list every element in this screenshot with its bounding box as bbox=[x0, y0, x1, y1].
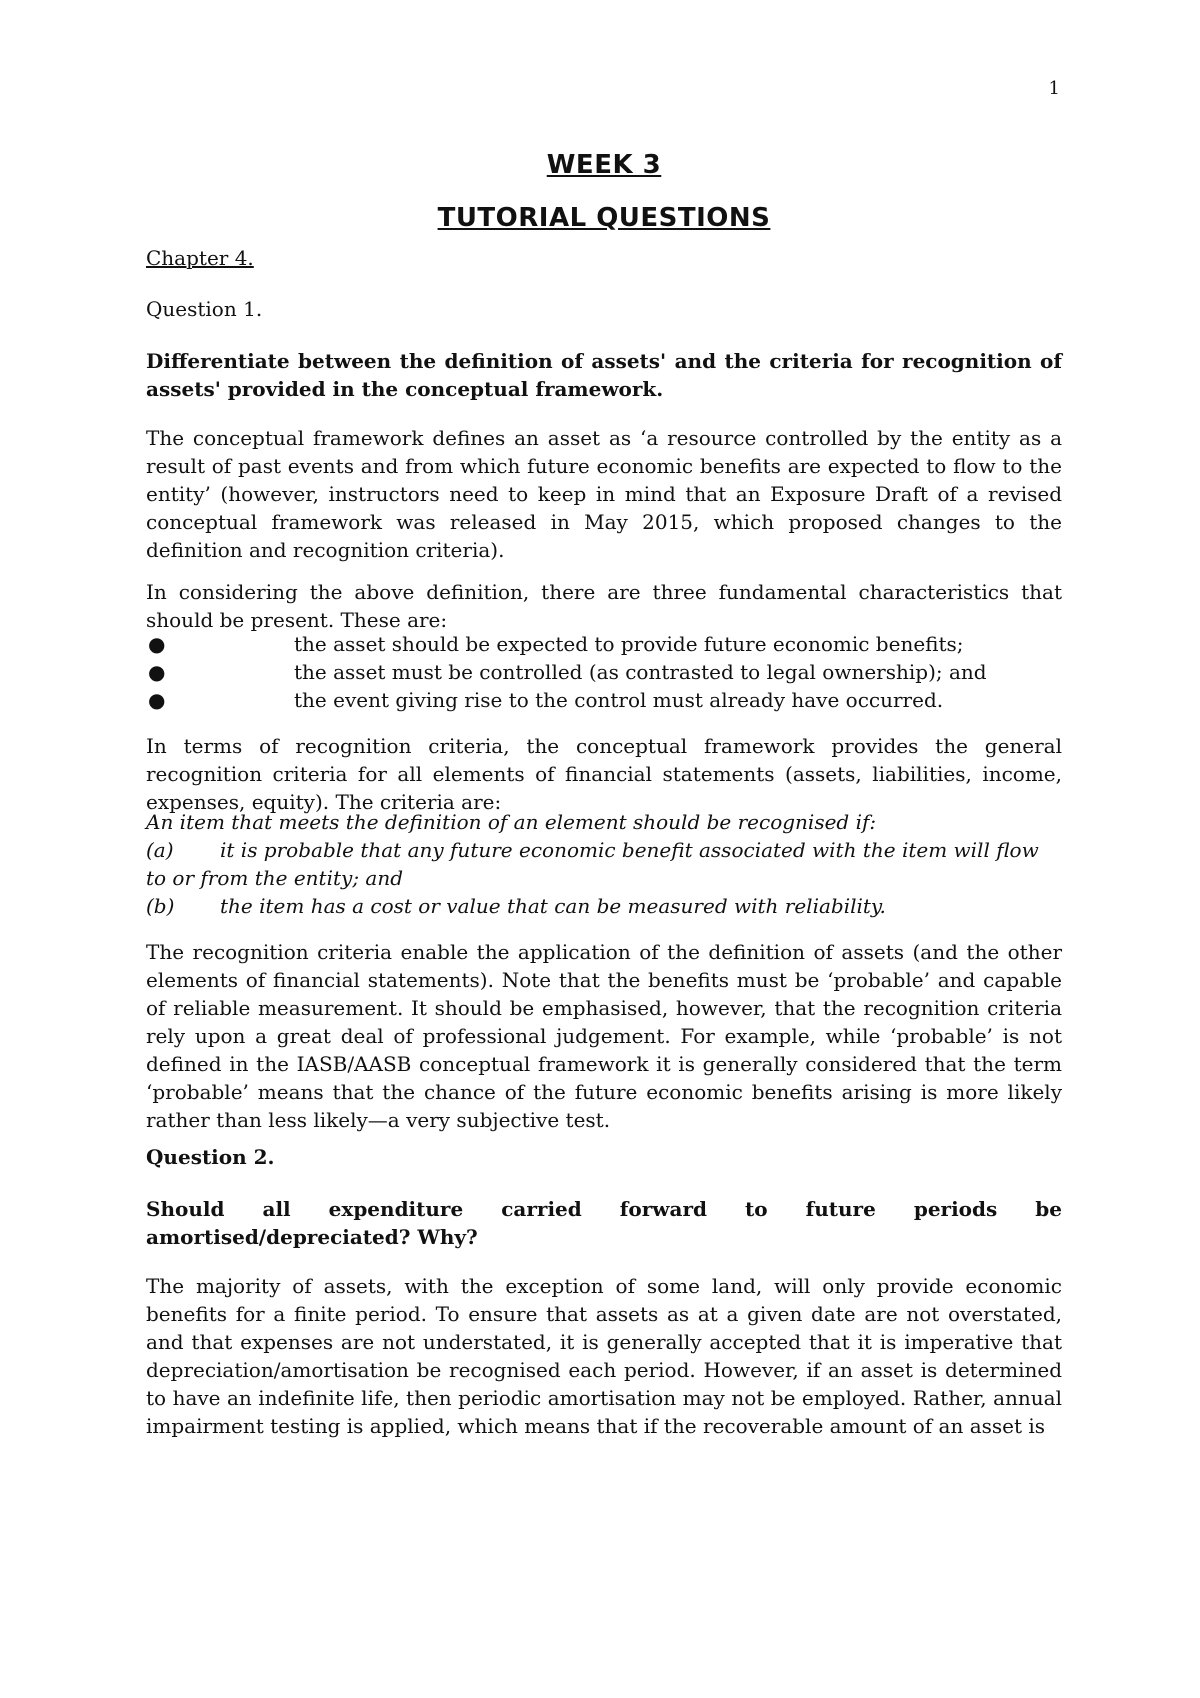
title-subtitle: TUTORIAL QUESTIONS bbox=[437, 203, 771, 233]
list-item bbox=[146, 630, 1062, 658]
list-item bbox=[146, 686, 1062, 714]
criteria-text: it is probable that any future economic benefit associated with the item will flow to or from the entity; and bbox=[146, 838, 1039, 890]
list-item-text: the asset must be controlled (as contrasted to legal ownership); and bbox=[294, 660, 987, 684]
criteria-intro: An item that meets the definition of an element should be recognised if: bbox=[146, 810, 877, 834]
question-1-paragraph-1: The conceptual framework defines an asset as ‘a resource controlled by the entity as a result of past events and from which future economic benefits are expected to flow to the entity’ (however, instructors need to keep in mind that an Exposure Draft of a revised conceptual framework was released in May 2015, which proposed changes to the definition and recognition criteria). bbox=[146, 426, 1062, 562]
list-item bbox=[146, 658, 1062, 686]
list-item-text: the asset should be expected to provide future economic benefits; bbox=[294, 632, 964, 656]
chapter-heading: Chapter 4. bbox=[146, 246, 254, 270]
question-2-prompt: Should all expenditure carried forward to future periods be amortised/depreciated? Why? bbox=[146, 1197, 1062, 1249]
question-1-prompt: Differentiate between the definition of assets' and the criteria for recognition of assets' provided in the conceptual framework. bbox=[146, 349, 1062, 401]
criteria-text: the item has a cost or value that can be measured with reliability. bbox=[220, 894, 886, 918]
criteria-label: (b) bbox=[146, 894, 175, 918]
bullet-icon: ● bbox=[148, 688, 166, 712]
bullet-icon: ● bbox=[148, 632, 166, 656]
criteria-label: (a) bbox=[146, 838, 174, 862]
title-week: WEEK 3 bbox=[546, 150, 662, 180]
question-1-paragraph-4: The recognition criteria enable the application of the definition of assets (and the other elements of financial statements). Note that the benefits must be ‘probable’ and capable of reliable measurement. It should be emphasised, however, that the recognition criteria rely upon a great deal of professional judgement. For example, while ‘probable’ is not defined in the IASB/AASB conceptual framework it is generally considered that the term ‘probable’ means that the chance of the future economic benefits arising is more likely rather than less likely—a very subjective test. bbox=[146, 940, 1062, 1132]
criteria-item-b bbox=[146, 892, 1062, 920]
question-1-paragraph-2: In considering the above definition, there are three fundamental characteristics that should be present. These are: bbox=[146, 580, 1062, 632]
question-1-heading: Question 1. bbox=[146, 297, 263, 321]
criteria-list bbox=[146, 836, 1062, 920]
characteristics-list bbox=[146, 630, 1062, 714]
criteria-item-a bbox=[146, 836, 1062, 892]
question-2-paragraph-1: The majority of assets, with the exception of some land, will only provide economic benefits for a finite period. To ensure that assets as at a given date are not overstated, and that expenses are not understated, it is generally accepted that it is imperative that depreciation/amortisation be recognised each period. However, if an asset is determined to have an indefinite life, then periodic amortisation may not be employed. Rather, annual impairment testing is applied, which means that if the recoverable amount of an asset is bbox=[146, 1274, 1062, 1438]
bullet-icon: ● bbox=[148, 660, 166, 684]
list-item-text: the event giving rise to the control must already have occurred. bbox=[294, 688, 944, 712]
page-number: 1 bbox=[1048, 78, 1060, 99]
question-1-paragraph-3: In terms of recognition criteria, the conceptual framework provides the general recognition criteria for all elements of financial statements (assets, liabilities, income, expenses, equity). The criteria are: bbox=[146, 734, 1062, 814]
question-2-heading: Question 2. bbox=[146, 1145, 275, 1169]
